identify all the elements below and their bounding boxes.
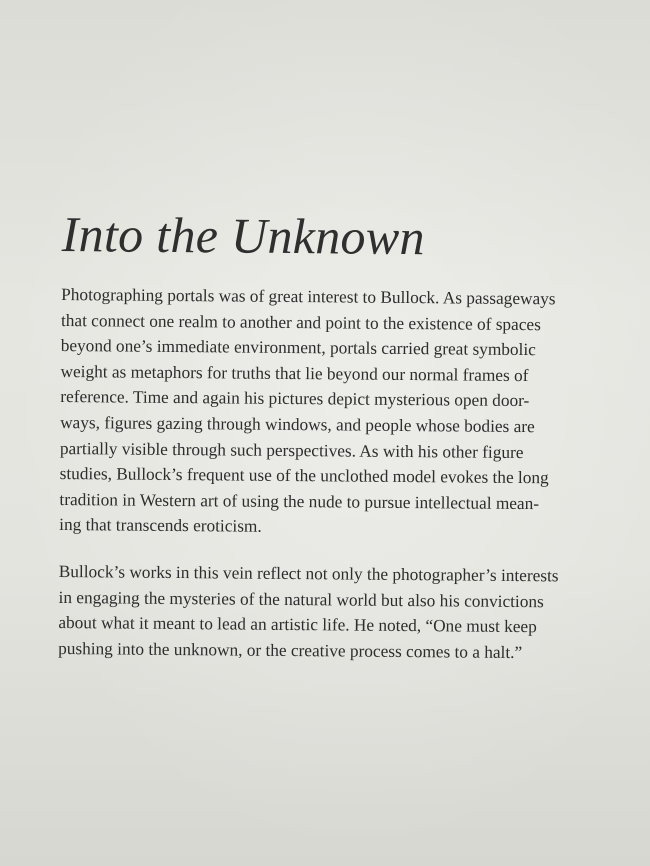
text-line: weight as metaphors for truths that lie beyond our normal frames of	[60, 361, 529, 385]
text-line: tradition in Western art of using the nude to pursue intellectual mean-	[59, 489, 540, 513]
wall-label	[58, 206, 610, 666]
body-paragraph-1	[59, 282, 609, 543]
body-paragraph-2	[58, 559, 607, 666]
text-line: about what it meant to lead an artistic life. He noted, “One must keep	[58, 613, 537, 637]
text-line: Bullock’s works in this vein reflect not only the photographer’s interests	[58, 561, 559, 586]
panel-title: Into the Unknown	[61, 206, 426, 266]
text-line: Photographing portals was of great interest to Bullock. As passageways	[61, 284, 556, 309]
text-line: studies, Bullock’s frequent use of the unclothed model evokes the long	[59, 464, 549, 488]
text-line: beyond one’s immediate environment, portals carried great symbolic	[60, 336, 536, 360]
text-line: that connect one realm to another and point to the existence of spaces	[60, 310, 541, 334]
text-line: ing that transcends eroticism.	[59, 515, 262, 537]
text-line: in engaging the mysteries of the natural world but also his convictions	[58, 587, 544, 611]
text-line: reference. Time and again his pictures depict mysterious open door-	[60, 387, 530, 411]
text-line: ways, figures gazing through windows, and people whose bodies are	[60, 412, 535, 437]
text-line: pushing into the unknown, or the creative process comes to a halt.”	[58, 638, 523, 662]
text-line: partially visible through such perspectives. As with his other figure	[59, 438, 524, 462]
